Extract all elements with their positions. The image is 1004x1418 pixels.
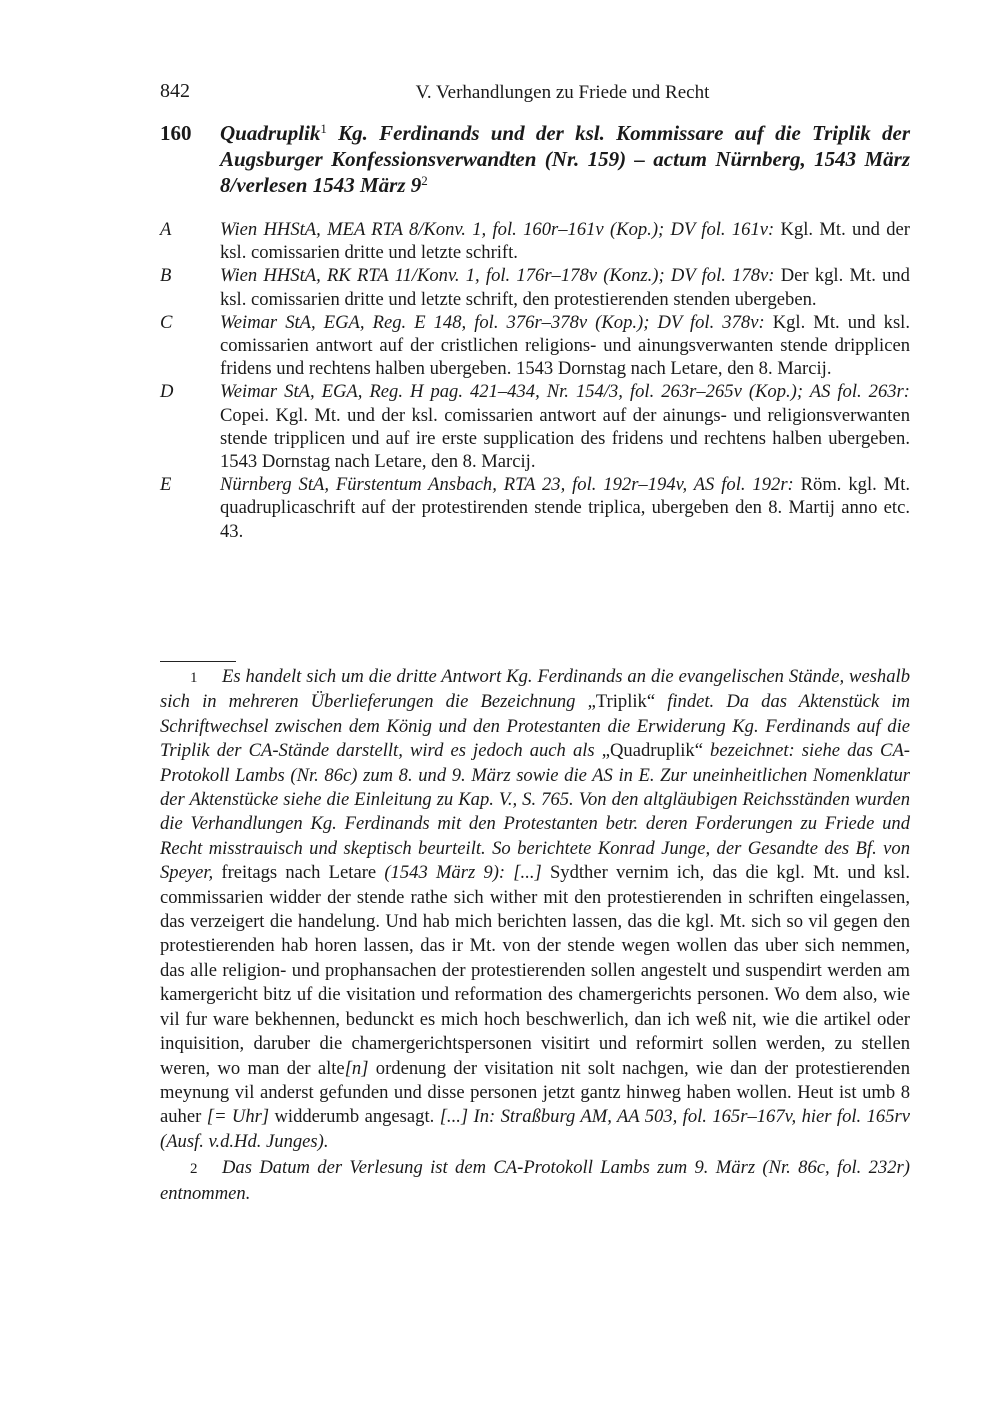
- footnote-quote: „Quadruplik“: [601, 740, 703, 762]
- source-list: [160, 218, 910, 543]
- source-text: Der kgl. Mt. und ksl. comissarien dritte und letzte schrift, den protestierenden stenden ubergeben.: [220, 265, 910, 310]
- source-entry-b: [160, 264, 910, 310]
- footnote-1: [160, 665, 910, 1154]
- footnote-text-italic: [...] In: Straßburg AM, AA 503, fol. 165r–167v, hier fol. 165rv (Ausf. v.d.Hd. Junges).: [160, 1106, 910, 1152]
- source-text: Röm. kgl. Mt. quadruplicaschrift auf der protestirenden stende triplica, ubergeben den 8. Martij anno etc. 43.: [220, 474, 911, 542]
- footnote-text-italic: Es handelt sich um die dritte Antwort Kg. Ferdinands an die evangelischen Stände, weshalb sich in mehreren Überlieferungen die Bezeichnung: [160, 666, 910, 713]
- source-siglum: B: [160, 265, 172, 287]
- source-citation: Weimar StA, EGA, Reg. H pag. 421–434, Nr. 154/3, fol. 263r–265v (Kop.); AS fol. 263r:: [220, 381, 910, 403]
- document-number: 160: [160, 121, 192, 145]
- source-citation: Wien HHStA, RK RTA 11/Konv. 1, fol. 176r–178v (Konz.); DV fol. 178v:: [220, 265, 775, 287]
- footnote-quoted-source: Sydther vernim ich, das die kgl. Mt. und ksl. commissarien widder der stende rathe sich wither mit den protestierenden in schriften eingelassen, das verzeigert die handelung. Und hab mich berichten lassen, das die kgl. Mt. sich so vil gegen den protestierenden hab horen lassen, das ir Mt. von der stende wegen wollen das uber sich nemmen, das alle religion- und prophansachen der protestierenden sollen angestelt und suspendirt werden am kamergericht bitz uf die visitation und reformation des chamergerichts personen. Wo dem also, wie vil fur ware bekhennen, bedunckt es mich hoch beschwerlich, dan ich weß nit, wie die artikel oder inquisition, daruber die chamergerichtspersonen visitirt und reformirt sollen werden, zu stellen weren, wo man der alte: [160, 862, 910, 1079]
- source-entry-e: [160, 473, 910, 543]
- source-siglum: C: [160, 311, 173, 333]
- footnote-quote: „Triplik“: [587, 691, 656, 713]
- document-title: [220, 120, 910, 198]
- footnote-quoted-source: widderumb angesagt.: [269, 1106, 440, 1128]
- page-number: 842: [160, 80, 190, 102]
- footnote-text-italic: findet. Da das Aktenstück im Schriftwechsel zwischen dem König und den Protestanten die Erwiderung Kg. Ferdinands auf die Triplik der CA-Stände darstellt, wird es jedoch auch als: [160, 691, 911, 762]
- source-citation: Wien HHStA, MEA RTA 8/Konv. 1, fol. 160r–161v (Kop.); DV fol. 161v:: [220, 219, 775, 240]
- source-siglum: D: [160, 381, 174, 403]
- running-title: V. Verhandlungen zu Friede und Recht: [415, 82, 710, 103]
- footnotes: [160, 665, 910, 1206]
- source-siglum: E: [160, 474, 172, 496]
- footnote-editorial-insert: [= Uhr]: [206, 1106, 270, 1128]
- footnote-text-roman: freitags nach Letare: [213, 862, 385, 884]
- source-citation: Nürnberg StA, Fürstentum Ansbach, RTA 23, fol. 192r–194v, AS fol. 192r:: [220, 474, 794, 496]
- title-part-2: Kg. Ferdinands und der ksl. Kommissare auf die Triplik der Augsburger Konfessionsverwandten (Nr. 159) – actum Nürnberg, 1543 März 8/verlesen 1543 März 9: [220, 121, 910, 197]
- footnote-rule: [160, 661, 236, 662]
- source-text: Kgl. Mt. und ksl. comissarien antwort auf der cristlichen religions- und ainungsverwanten stende dripplicen fridens und rechtens halben ubergeben. 1543 Dornstag nach Letare, den 8. Marcij.: [220, 311, 910, 380]
- source-entry-a: [160, 218, 910, 264]
- source-citation: Weimar StA, EGA, Reg. E 148, fol. 376r–378v (Kop.); DV fol. 378v:: [220, 311, 765, 333]
- source-text: Copei. Kgl. Mt. und der ksl. comissarien antwort auf der ainungs- und religionsverwanten stende tripplicen und auf ire erste supplication des fridens und rechtens halben ubergeben. 1543 Dornstag nach Letare, den 8. Marcij.: [220, 404, 910, 473]
- footnote-text-italic: Das Datum der Verlesung ist dem CA-Protokoll Lambs zum 9. März (Nr. 86c, fol. 232r) entnommen.: [160, 1157, 910, 1204]
- footnote-text-italic: (1543 März 9): [...]: [384, 862, 542, 884]
- source-siglum: A: [160, 219, 172, 240]
- footnote-editorial-insert: [n]: [344, 1057, 369, 1079]
- footnote-2: [160, 1156, 910, 1206]
- source-entry-d: [160, 380, 910, 473]
- running-head: [160, 80, 910, 108]
- source-text: Kgl. Mt. und der ksl. comissarien dritte und letzte schrift.: [220, 219, 910, 264]
- footnote-text-italic: bezeichnet: siehe das CA-Protokoll Lambs (Nr. 86c) zum 8. und 9. März sowie die AS in E. Zur uneinheitlichen Nomenklatur der Aktenstücke siehe die Einleitung zu Kap. V., S. 765. Von den altgläubigen Reichsständen wurden die Verhandlungen Kg. Ferdinands mit den Protestanten betr. deren Forderungen zu Friede und Recht misstrauisch und skeptisch beurteilt. So berichtete Konrad Junge, der Gesandte des Bf. von Speyer,: [160, 740, 910, 884]
- footnote-reference-1[interactable]: 1: [320, 121, 327, 136]
- title-part-1: Quadruplik: [220, 121, 321, 145]
- footnote-number: 1: [190, 670, 198, 686]
- footnote-quoted-source: ordenung der visitation nit solt nachgen, wie dan der protestierenden meynung vil anderst gefunden und disse personen jetzt gantz hinweg haben wollen. Heut ist umb 8 auher: [160, 1057, 911, 1128]
- footnote-number: 2: [190, 1161, 198, 1178]
- footnote-reference-2[interactable]: 2: [421, 173, 428, 188]
- source-entry-c: [160, 311, 910, 381]
